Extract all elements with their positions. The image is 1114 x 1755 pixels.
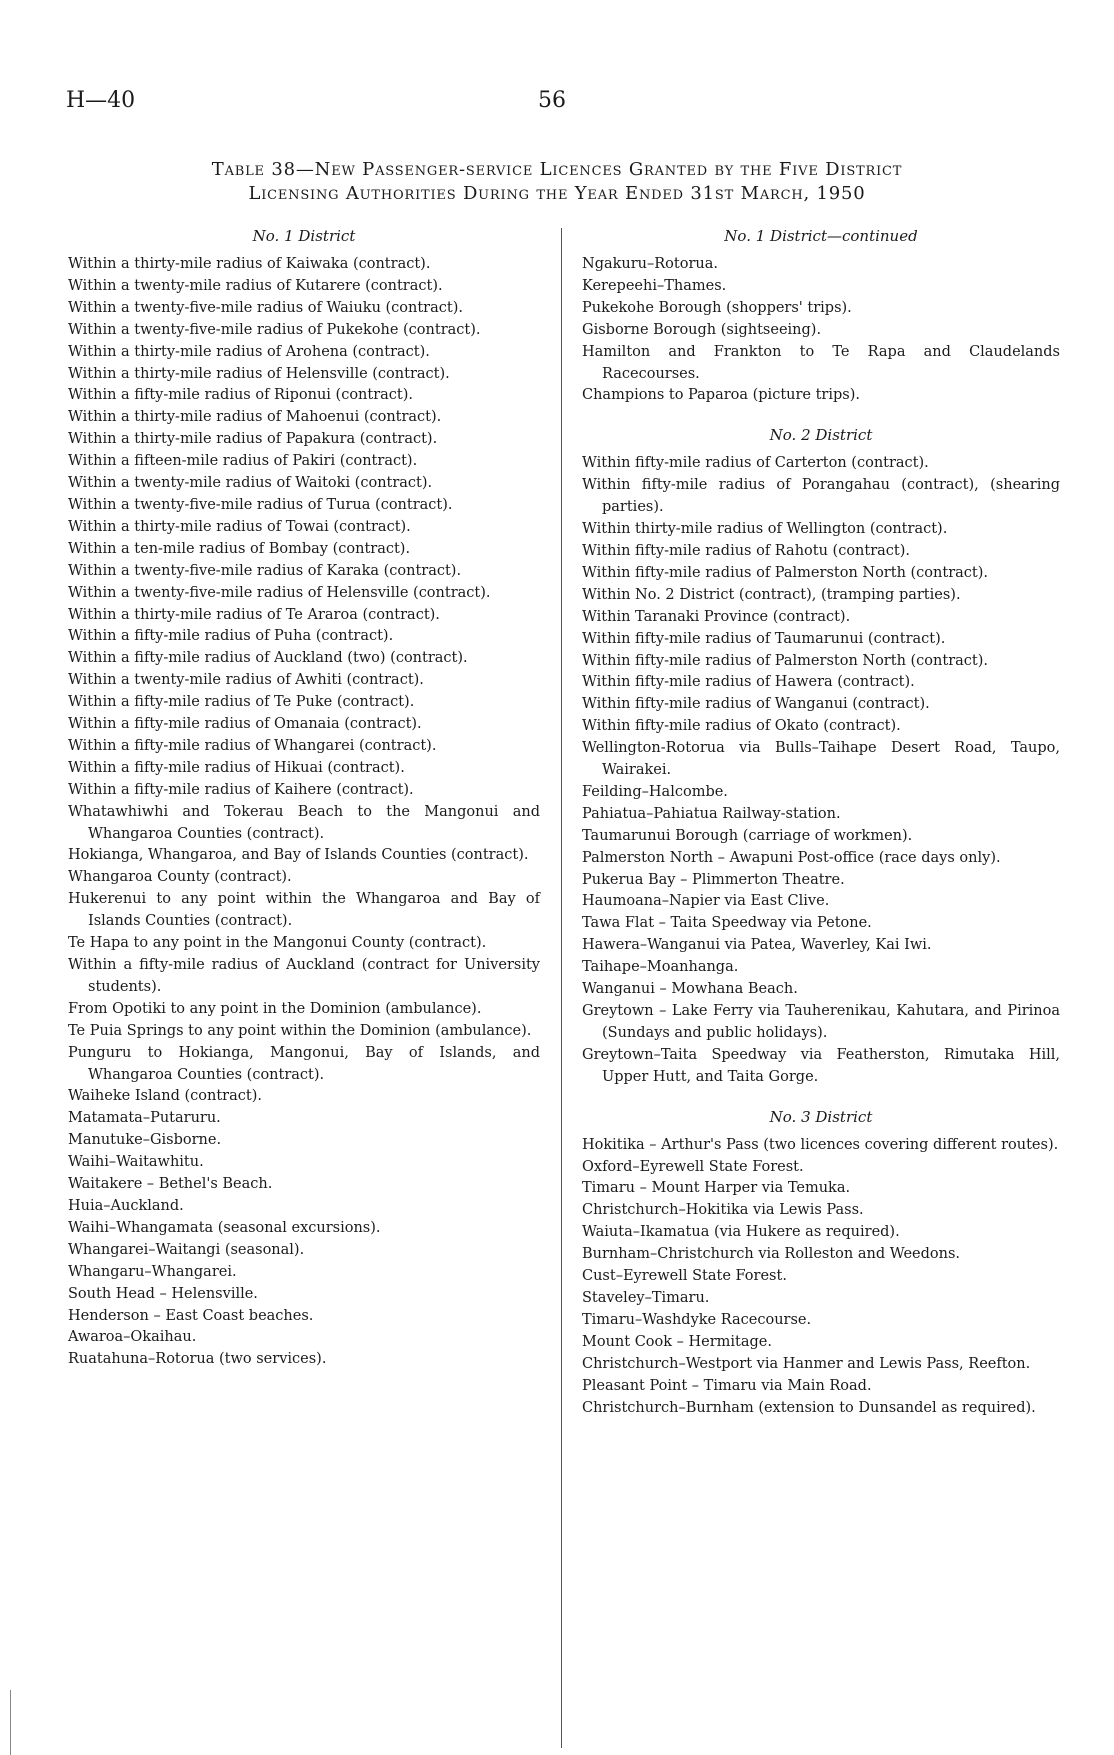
licence-entry: Palmerston North – Awapuni Post-office (race days only). (582, 849, 1001, 866)
section-heading-district-1-continued: No. 1 District—continued (724, 227, 918, 245)
district-1-list (68, 254, 540, 1371)
licence-entry: Within a thirty-mile radius of Arohena (contract). (68, 343, 430, 360)
licence-entry: Within a twenty-five-mile radius of Turua (contract). (68, 496, 453, 513)
licence-entry: Pukekohe Borough (shoppers' trips). (582, 299, 852, 316)
licence-entry: Within a fifty-mile radius of Puha (contract). (68, 628, 394, 645)
licence-entry: Ruatahuna–Rotorua (two services). (68, 1351, 327, 1368)
licence-entry: Whangaroa County (contract). (68, 869, 292, 886)
licence-entry: Taihape–Moanhanga. (582, 959, 739, 976)
licence-entry: Within a thirty-mile radius of Towai (contract). (68, 518, 411, 535)
licence-entry: Within No. 2 District (contract), (tramping parties). (582, 586, 961, 603)
district-2-list (582, 453, 1060, 1088)
page-number: 56 (538, 88, 566, 113)
licence-entry: Within fifty-mile radius of Palmerston North (contract). (582, 564, 988, 581)
licence-entry: Within a twenty-five-mile radius of Pukekohe (contract). (68, 321, 481, 338)
licence-entry: Within a twenty-mile radius of Waitoki (contract). (68, 475, 433, 492)
licence-entry: Burnham–Christchurch via Rolleston and Weedons. (582, 1246, 961, 1263)
licence-entry: Hukerenui to any point within the Whangaroa and Bay of Islands Counties (contract). (68, 891, 540, 930)
table-title (40, 158, 1074, 206)
licence-entry: Within fifty-mile radius of Carterton (contract). (582, 455, 929, 472)
licence-entry: Within fifty-mile radius of Palmerston North (contract). (582, 652, 988, 669)
licence-entry: Within a twenty-five-mile radius of Helensville (contract). (68, 584, 491, 601)
licence-entry: Within a ten-mile radius of Bombay (contract). (68, 540, 411, 557)
licence-entry: Kerepeehi–Thames. (582, 277, 727, 294)
document-reference: H—40 (66, 88, 136, 113)
licence-entry: Waihi–Waitawhitu. (68, 1154, 204, 1171)
licence-entry: Waihi–Whangamata (seasonal excursions). (68, 1219, 381, 1236)
licence-entry: Within a twenty-five-mile radius of Karaka (contract). (68, 562, 462, 579)
licence-entry: Wellington-Rotorua via Bulls–Taihape Desert Road, Taupo, Wairakei. (582, 740, 1060, 779)
licence-entry: Haumoana–Napier via East Clive. (582, 893, 830, 910)
licence-entry: Within a twenty-mile radius of Kutarere (contract). (68, 277, 443, 294)
licence-entry: Within a fifty-mile radius of Auckland (contract for University students). (68, 957, 540, 995)
page-header (0, 88, 1114, 118)
section-heading-district-2: No. 2 District (769, 426, 873, 445)
licence-entry: Staveley–Timaru. (582, 1289, 710, 1306)
licence-entry: Pahiatua–Pahiatua Railway-station. (582, 805, 841, 822)
licence-entry: Te Puia Springs to any point within the Dominion (ambulance). (68, 1022, 532, 1039)
licence-entry: Christchurch–Hokitika via Lewis Pass. (582, 1202, 864, 1219)
right-column (582, 226, 1060, 1419)
licence-entry: Within a fifty-mile radius of Hikuai (contract). (68, 759, 405, 776)
licence-entry: Within a fifty-mile radius of Kaihere (contract). (68, 781, 414, 798)
licence-entry: Waitakere – Bethel's Beach. (68, 1176, 273, 1193)
section-heading-district-1: No. 1 District (252, 227, 356, 245)
licence-entry: Henderson – East Coast beaches. (68, 1307, 314, 1324)
licence-entry: Feilding–Halcombe. (582, 783, 728, 800)
licence-entry: Whangaru–Whangarei. (68, 1263, 237, 1280)
licence-entry: Manutuke–Gisborne. (68, 1132, 222, 1149)
licence-entry: Pukerua Bay – Plimmerton Theatre. (582, 871, 845, 888)
licence-entry: Within a fifty-mile radius of Auckland (two) (contract). (68, 650, 468, 667)
licence-entry: Christchurch–Westport via Hanmer and Lewis Pass, Reefton. (582, 1355, 1031, 1372)
licence-entry: Cust–Eyrewell State Forest. (582, 1268, 787, 1285)
licence-entry: Within fifty-mile radius of Rahotu (contract). (582, 542, 910, 559)
licence-entry: Within a twenty-mile radius of Awhiti (contract). (68, 672, 424, 689)
section-heading-district-3: No. 3 District (769, 1107, 873, 1126)
licence-entry: South Head – Helensville. (68, 1285, 258, 1302)
licence-entry: Matamata–Putaruru. (68, 1110, 221, 1127)
licence-entry: Within a thirty-mile radius of Papakura (contract). (68, 431, 438, 448)
licence-entry: Timaru–Washdyke Racecourse. (582, 1311, 812, 1328)
licence-entry: Within fifty-mile radius of Porangahau (contract), (shearing parties). (582, 477, 1060, 516)
licence-entry: Waiheke Island (contract). (68, 1088, 262, 1105)
licence-entry: Taumarunui Borough (carriage of workmen). (582, 827, 913, 844)
licence-entry: Within a fifty-mile radius of Te Puke (contract). (68, 694, 415, 711)
licence-entry: Oxford–Eyrewell State Forest. (582, 1158, 804, 1175)
licence-entry: Within a fifty-mile radius of Omanaia (contract). (68, 716, 422, 733)
table-title-line-2: Licensing Authorities During the Year Ended 31st March, 1950 (248, 183, 866, 204)
licence-entry: Ngakuru–Rotorua. (582, 256, 718, 272)
licence-entry: Te Hapa to any point in the Mangonui County (contract). (68, 935, 487, 952)
licence-entry: Christchurch–Burnham (extension to Dunsandel as required). (582, 1399, 1036, 1416)
licence-entry: Awaroa–Okaihau. (68, 1329, 197, 1346)
licence-entry: Within a fifty-mile radius of Riponui (contract). (68, 387, 414, 404)
licence-entry: Within a thirty-mile radius of Kaiwaka (contract). (68, 256, 431, 272)
licence-entry: Within fifty-mile radius of Taumarunui (contract). (582, 630, 946, 647)
licence-entry: Punguru to Hokianga, Mangonui, Bay of Islands, and Whangaroa Counties (contract). (68, 1044, 540, 1083)
licence-entry: Within a thirty-mile radius of Mahoenui (contract). (68, 409, 442, 426)
licence-entry: Mount Cook – Hermitage. (582, 1333, 772, 1350)
licence-entry: Within fifty-mile radius of Hawera (contract). (582, 674, 915, 691)
table-title-line-1: Table 38—New Passenger-service Licences Granted by the Five District (211, 159, 903, 180)
licence-entry: Within a fifty-mile radius of Whangarei (contract). (68, 737, 437, 754)
licence-entry: Within a fifteen-mile radius of Pakiri (contract). (68, 453, 418, 470)
licence-entry: Huia–Auckland. (68, 1197, 184, 1214)
licence-entry: Champions to Paparoa (picture trips). (582, 387, 860, 404)
licence-entry: Greytown–Taita Speedway via Featherston, Rimutaka Hill, Upper Hutt, and Taita Gorge. (582, 1046, 1060, 1085)
licence-entry: Hokianga, Whangaroa, and Bay of Islands Counties (contract). (68, 847, 529, 864)
licence-entry: Whangarei–Waitangi (seasonal). (68, 1241, 305, 1258)
licence-entry: Hawera–Wanganui via Patea, Waverley, Kai Iwi. (582, 937, 932, 954)
licence-entry: From Opotiki to any point in the Dominion (ambulance). (68, 1000, 482, 1017)
licence-entry: Within fifty-mile radius of Wanganui (contract). (582, 696, 930, 713)
licence-entry: Pleasant Point – Timaru via Main Road. (582, 1377, 872, 1394)
licence-entry: Whatawhiwhi and Tokerau Beach to the Mangonui and Whangaroa Counties (contract). (68, 803, 540, 842)
left-column (68, 226, 540, 1371)
licence-entry: Greytown – Lake Ferry via Tauherenikau, Kahutara, and Pirinoa (Sundays and public holidays). (582, 1003, 1060, 1041)
licence-entry: Wanganui – Mowhana Beach. (582, 981, 798, 998)
licence-entry: Within fifty-mile radius of Okato (contract). (582, 718, 901, 735)
licence-entry: Tawa Flat – Taita Speedway via Petone. (582, 915, 872, 932)
licence-entry: Within a thirty-mile radius of Helensville (contract). (68, 365, 450, 382)
licence-entry: Within thirty-mile radius of Wellington (contract). (582, 521, 948, 538)
district-1-continued-list (582, 254, 1060, 407)
licence-entry: Hokitika – Arthur's Pass (two licences covering different routes). (582, 1136, 1059, 1153)
licence-entry: Within a thirty-mile radius of Te Araroa (contract). (68, 606, 440, 623)
district-3-list (582, 1135, 1060, 1420)
column-divider (561, 228, 562, 1748)
licence-entry: Gisborne Borough (sightseeing). (582, 321, 822, 338)
licence-entry: Timaru – Mount Harper via Temuka. (582, 1180, 851, 1197)
licence-entry: Within Taranaki Province (contract). (582, 608, 851, 625)
licence-entry: Hamilton and Frankton to Te Rapa and Claudelands Racecourses. (582, 343, 1060, 382)
licence-entry: Within a twenty-five-mile radius of Waiuku (contract). (68, 299, 463, 316)
page-edge-mark (10, 1690, 11, 1755)
licence-entry: Waiuta–Ikamatua (via Hukere as required). (582, 1224, 900, 1241)
